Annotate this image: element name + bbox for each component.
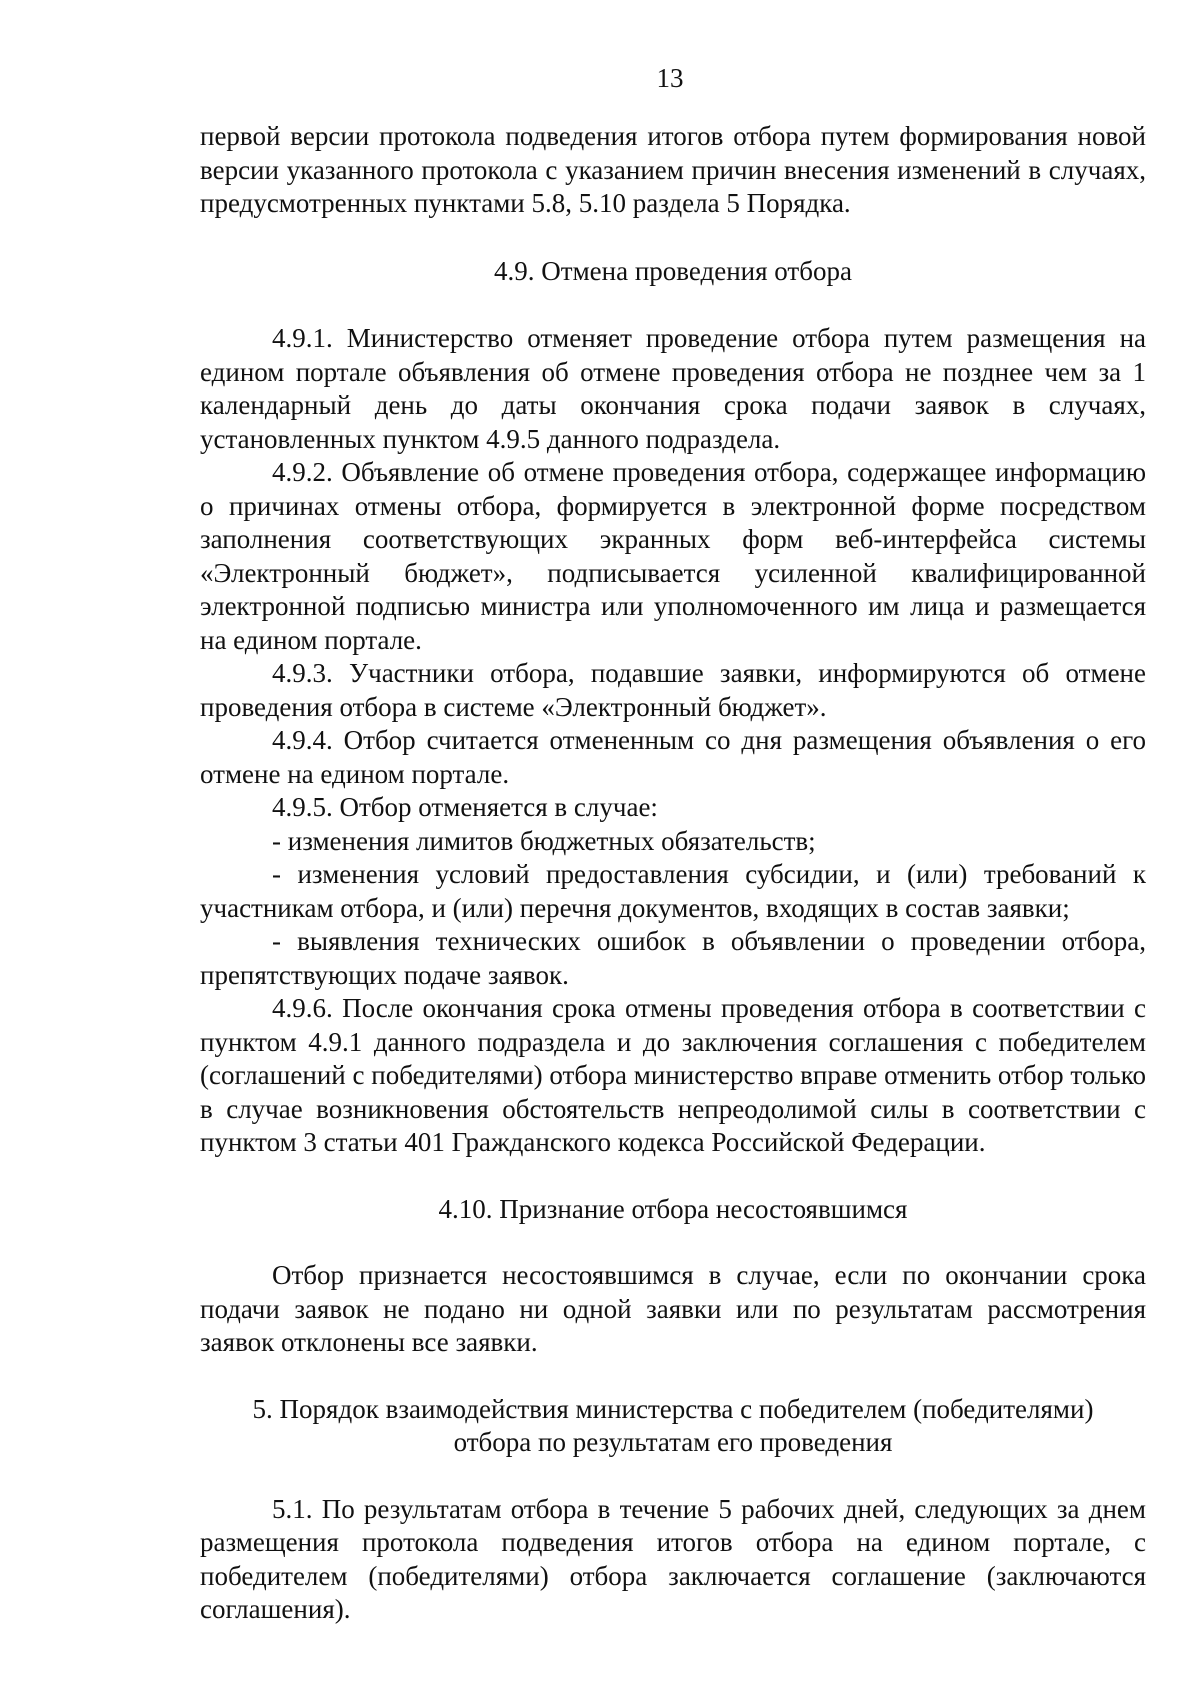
list-item: - выявления технических ошибок в объявлении о проведении отбора, препятствующих подаче заявок. — [200, 926, 1146, 990]
list-item: - изменения условий предоставления субсидии, и (или) требований к участникам отбора, и (или) перечня документов, входящих в состав заявки; — [200, 859, 1146, 923]
paragraph-4-9-6: 4.9.6. После окончания срока отмены проведения отбора в соответствии с пунктом 4.9.1 данного подраздела и до заключения соглашения с победителем (соглашений с победителями) отбора министерство вправе отменить отбор только в случае возникновения обстоятельств непреодолимой силы в соответствии с пунктом 3 статьи 401 Гражданского кодекса Российской Федерации. — [200, 993, 1146, 1157]
paragraph-4-9-3: 4.9.3. Участники отбора, подавшие заявки, информируются об отмене проведения отбора в системе «Электронный бюджет». — [200, 658, 1146, 722]
page-number: 13 — [656, 63, 684, 93]
document-body — [200, 120, 1146, 1627]
paragraph-4-10: Отбор признается несостоявшимся в случае, если по окончании срока подачи заявок не подано ни одной заявки или по результатам рассмотрения заявок отклонены все заявки. — [200, 1260, 1146, 1357]
paragraph-4-9-1: 4.9.1. Министерство отменяет проведение отбора путем размещения на едином портале объявления об отмене проведения отбора не позднее чем за 1 календарный день до даты окончания срока подачи заявок в случаях, установленных пунктом 4.9.5 данного подраздела. — [200, 323, 1146, 454]
list-item: - изменения лимитов бюджетных обязательств; — [272, 825, 816, 856]
section-heading-5-line-2: отбора по результатам его проведения — [453, 1427, 893, 1457]
paragraph-4-9-2: 4.9.2. Объявление об отмене проведения отбора, содержащее информацию о причинах отмены отбора, формируется в электронной форме посредством заполнения соответствующих экранных форм веб-интерфейса системы «Электронный бюджет», подписывается усиленной квалифицированной электронной подписью министра или уполномоченного им лица и размещается на едином портале. — [200, 457, 1146, 655]
section-heading-4-10: 4.10. Признание отбора несостоявшимся — [438, 1193, 908, 1224]
section-heading-4-9: 4.9. Отмена проведения отбора — [494, 255, 852, 286]
paragraph-5-1: 5.1. По результатам отбора в течение 5 рабочих дней, следующих за днем размещения протокола подведения итогов отбора на едином портале, с победителем (победителями) отбора заключается соглашение (заключаются соглашения). — [200, 1493, 1146, 1624]
paragraph-4-9-4: 4.9.4. Отбор считается отмененным со дня размещения объявления о его отмене на едином портале. — [200, 725, 1146, 789]
section-heading-5-line-1: 5. Порядок взаимодействия министерства с победителем (победителями) — [252, 1393, 1094, 1424]
intro-paragraph: первой версии протокола подведения итогов отбора путем формирования новой версии указанного протокола с указанием причин внесения изменений в случаях, предусмотренных пунктами 5.8, 5.10 раздела 5 Порядка. — [200, 121, 1146, 218]
paragraph-4-9-5: 4.9.5. Отбор отменяется в случае: — [272, 792, 658, 822]
